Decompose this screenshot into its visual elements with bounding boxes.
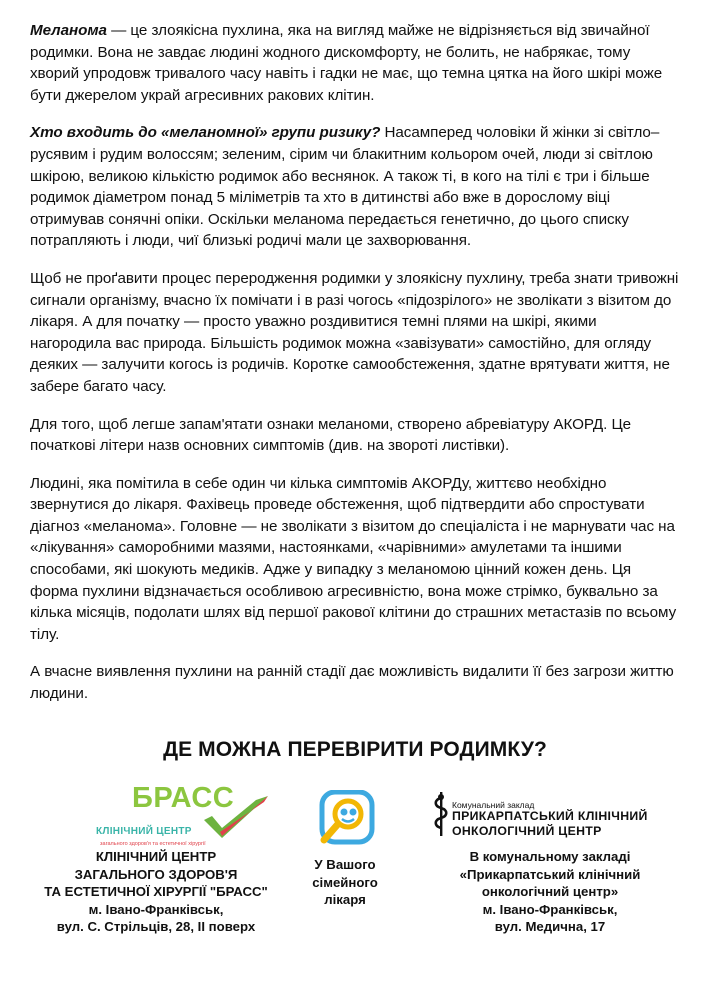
brass-logo-word: БРАСС bbox=[132, 782, 235, 814]
address-line: вул. С. Стрільців, 28, II поверх bbox=[56, 919, 256, 934]
address-line: ТА ЕСТЕТИЧНОЇ ХІРУРГІЇ "БРАСС" bbox=[44, 884, 268, 899]
where-to-check-heading: ДЕ МОЖНА ПЕРЕВІРИТИ РОДИМКУ? bbox=[163, 738, 547, 761]
paragraph-see-doctor bbox=[30, 473, 680, 646]
family-doctor-logo bbox=[290, 790, 400, 848]
address-line: м. Івано-Франківськ, bbox=[482, 901, 618, 917]
brass-clinic-block bbox=[20, 782, 292, 936]
address-line: вул. Медична, 17 bbox=[494, 919, 606, 934]
oncology-logo-title bbox=[452, 809, 648, 839]
brass-logo bbox=[20, 782, 292, 848]
oncology-logo-title-line: ОНКОЛОГІЧНИЙ ЦЕНТР bbox=[452, 824, 602, 838]
paragraph-lead: Хто входить до «меланомної» групи ризику? bbox=[30, 124, 381, 142]
paragraph-text: Для того, щоб легше запам'ятати ознаки меланоми, створено абревіатуру АКОРД. Це початкові літери назв основних симптомів (див. на звороті листівки). bbox=[30, 415, 632, 455]
text-line: сімейного bbox=[312, 874, 378, 890]
address-line: м. Івано-Франківськ, bbox=[88, 901, 224, 917]
address-line: онкологічний центр» bbox=[481, 884, 619, 899]
address-line: ЗАГАЛЬНОГО ЗДОРОВ'Я bbox=[74, 866, 238, 882]
paragraph-risk-group bbox=[30, 122, 680, 252]
address-line: «Прикарпатський клінічний bbox=[459, 866, 641, 882]
paragraph-melanoma-definition bbox=[30, 20, 680, 106]
paragraph-text: — це злоякісна пухлина, яка на вигляд майже не відрізняється від звичайної родимки. Вона не завдає людині жодного дискомфорту, не болить, не набрякає, тому хворий упродовж тривалого часу навіть і гадки не має, що темна цятка на його шкірі може бути джерелом украй агресивних ракових клітин. bbox=[30, 22, 663, 104]
oncology-address bbox=[405, 848, 695, 936]
paragraph-text: Насамперед чоловіки й жінки зі світло–русявим і рудим волоссям; зеленим, сірим чи блакитним кольором очей, люди зі світлою шкірою, великою кількістю родимок або веснянок. А також ті, в кого на тілі є три і більше родимок діаметром понад 5 міліметрів та хто в дитинстві або вже в дорослому віці отримував сонячні опіки. Оскільки меланома передається генетично, до цього списку потрапляють і люди, чиї близькі родичі мали це захворювання. bbox=[30, 124, 660, 250]
family-doctor-magnifier-icon bbox=[314, 790, 376, 852]
oncology-logo-title-line: ПРИКАРПАТСЬКИЙ КЛІНІЧНИЙ bbox=[452, 809, 648, 823]
paragraph-akord bbox=[30, 414, 680, 457]
paragraph-early-detection bbox=[30, 661, 680, 704]
family-doctor-text bbox=[290, 856, 400, 909]
oncology-logo-small-text: Комунальний заклад bbox=[452, 800, 535, 810]
text-line: У Вашого bbox=[314, 857, 376, 872]
family-doctor-block bbox=[290, 790, 400, 909]
brass-logo-tagline: загального здоров'я та естетичної хірургії bbox=[100, 841, 206, 847]
paragraph-self-check bbox=[30, 268, 680, 398]
medical-serpent-icon bbox=[433, 792, 449, 836]
address-line: КЛІНІЧНИЙ ЦЕНТР bbox=[95, 849, 217, 864]
checkmark-icon bbox=[198, 792, 272, 844]
address-line: В комунальному закладі bbox=[469, 849, 631, 864]
oncology-logo bbox=[405, 790, 695, 848]
paragraph-text: А вчасне виявлення пухлини на ранній стадії дає можливість видалити її без загрози життю людини. bbox=[30, 663, 674, 703]
text-line: лікаря bbox=[324, 892, 366, 907]
paragraph-text: Людині, яка помітила в себе один чи кілька симптомів АКОРДу, життєво необхідно звернутися до лікаря. Фахівець проведе обстеження, щоб підтвердити або спростувати діагноз «меланома». Головне — не зволікати з візитом до спеціаліста і не марнувати час на «лікування» саморобними мазями, настоянками, «чарівними» амулетами та іншими способами, які шокують медиків. Адже у випадку з меланомою цінний кожен день. Ця форма пухлини відзначається особливою агресивністю, вона може стрімко, буквально за кілька місяців, подолати шлях від першої ракової клітини до страшних метастазів по всьому тілу. bbox=[30, 474, 677, 643]
paragraph-text: Щоб не проґавити процес переродження родимки у злоякісну пухлину, треба знати тривожні сигнали організму, вчасно їх помічати і в разі чогось «підозрілого» не зволікати з візитом до лікаря. А для початку — просто уважно роздивитися темні плями на шкірі, якими нагородила вас природа. Більшість родимок можна «завізувати» самостійно, для огляду деяких — залучити когось із родичів. Коротке самообстеження, здатне врятувати життя, не забере багато часу. bbox=[30, 269, 679, 395]
brass-logo-subtitle: КЛІНІЧНИЙ ЦЕНТР bbox=[96, 826, 192, 837]
brass-address bbox=[20, 848, 292, 936]
oncology-center-block bbox=[405, 790, 695, 936]
paragraph-lead: Меланома bbox=[30, 22, 107, 39]
